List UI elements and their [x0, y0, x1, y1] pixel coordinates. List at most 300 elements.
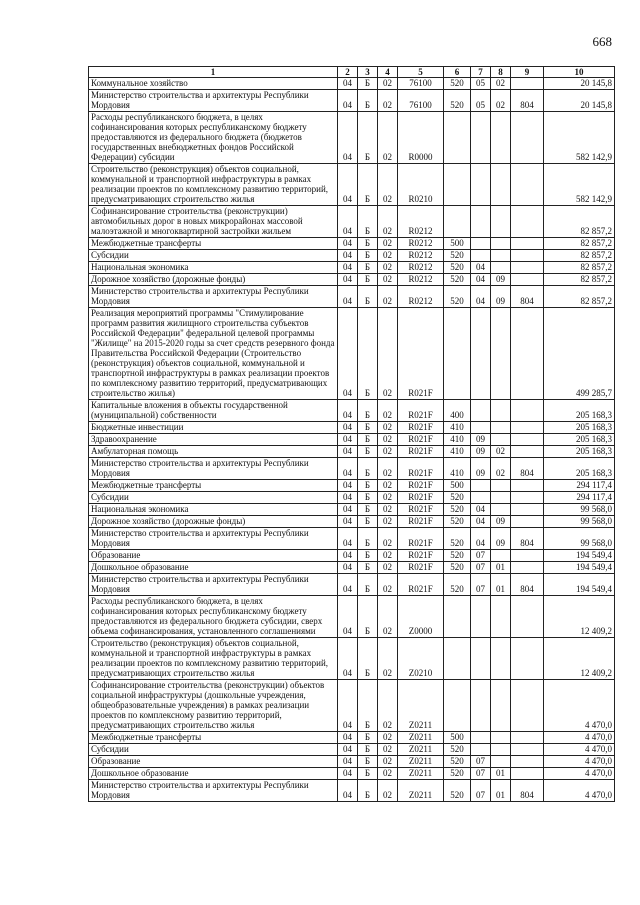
cell-code-4: 02 — [378, 262, 398, 274]
cell-expense-type: 410 — [444, 458, 471, 480]
cell-ministry-code: 804 — [511, 780, 544, 802]
cell-section: 04 — [471, 274, 491, 286]
cell-item-name: Национальная экономика — [89, 262, 338, 274]
header-col-5: 5 — [398, 67, 444, 78]
cell-code-3: Б — [358, 446, 378, 458]
cell-item-name: Субсидии — [89, 492, 338, 504]
cell-code-2: 04 — [338, 250, 358, 262]
cell-code-3: Б — [358, 262, 378, 274]
cell-code-2: 04 — [338, 274, 358, 286]
cell-amount: 499 285,7 — [544, 308, 615, 400]
cell-amount: 12 409,2 — [544, 596, 615, 638]
cell-code-4: 02 — [378, 638, 398, 680]
cell-item-name: Здравоохранение — [89, 434, 338, 446]
cell-code-2: 04 — [338, 164, 358, 206]
cell-ministry-code — [511, 638, 544, 680]
cell-target-article: 76100 — [398, 90, 444, 112]
cell-subsection: 09 — [491, 274, 511, 286]
cell-item-name: Субсидии — [89, 250, 338, 262]
cell-target-article: R021F — [398, 434, 444, 446]
cell-expense-type: 520 — [444, 528, 471, 550]
cell-section: 04 — [471, 504, 491, 516]
cell-target-article: R0212 — [398, 238, 444, 250]
cell-item-name: Коммунальное хозяйство — [89, 78, 338, 90]
cell-section — [471, 638, 491, 680]
cell-expense-type — [444, 596, 471, 638]
cell-subsection — [491, 480, 511, 492]
cell-amount: 4 470,0 — [544, 732, 615, 744]
cell-code-3: Б — [358, 528, 378, 550]
table-row — [89, 768, 615, 780]
cell-code-4: 02 — [378, 238, 398, 250]
cell-code-3: Б — [358, 434, 378, 446]
cell-expense-type: 520 — [444, 250, 471, 262]
cell-code-3: Б — [358, 638, 378, 680]
cell-ministry-code — [511, 680, 544, 732]
cell-code-2: 04 — [338, 286, 358, 308]
cell-target-article: R021F — [398, 516, 444, 528]
cell-item-name: Реализация мероприятий программы "Стимулирование программ развития жилищного строительства субъектов Российской Федерации" федеральной целевой программы "Жилище" на 2015-2020 годы за счет средств резервного фонда Правительства Российской Федерации (Строительство (реконструкция) объектов социальной, коммунальной и транспортной инфраструктуры в рамках реализации проектов по комплексному развитию территорий, предусматривающих строительство жилья) — [89, 308, 338, 400]
cell-ministry-code — [511, 262, 544, 274]
cell-item-name: Субсидии — [89, 744, 338, 756]
cell-code-3: Б — [358, 480, 378, 492]
cell-item-name: Дошкольное образование — [89, 562, 338, 574]
cell-ministry-code — [511, 446, 544, 458]
cell-code-2: 04 — [338, 492, 358, 504]
cell-subsection — [491, 504, 511, 516]
table-row — [89, 562, 615, 574]
cell-code-4: 02 — [378, 112, 398, 164]
cell-section — [471, 250, 491, 262]
cell-section — [471, 206, 491, 238]
table-row — [89, 262, 615, 274]
cell-section: 04 — [471, 516, 491, 528]
cell-subsection — [491, 680, 511, 732]
cell-amount: 205 168,3 — [544, 422, 615, 434]
cell-code-4: 02 — [378, 400, 398, 422]
table-row — [89, 400, 615, 422]
cell-subsection: 09 — [491, 516, 511, 528]
cell-amount: 4 470,0 — [544, 680, 615, 732]
cell-code-2: 04 — [338, 550, 358, 562]
cell-code-3: Б — [358, 680, 378, 732]
cell-target-article: R021F — [398, 562, 444, 574]
cell-subsection — [491, 756, 511, 768]
cell-section: 04 — [471, 286, 491, 308]
cell-expense-type: 520 — [444, 756, 471, 768]
table-row — [89, 422, 615, 434]
cell-expense-type: 520 — [444, 768, 471, 780]
cell-ministry-code — [511, 164, 544, 206]
cell-code-2: 04 — [338, 528, 358, 550]
table-row — [89, 492, 615, 504]
cell-expense-type: 500 — [444, 238, 471, 250]
cell-expense-type: 520 — [444, 286, 471, 308]
cell-section: 09 — [471, 458, 491, 480]
cell-item-name: Расходы республиканского бюджета, в целях софинансирования которых республиканскому бюджету предоставляются из федерального бюджета субсидии, сверх объема софинансирования, установленного соглашениями — [89, 596, 338, 638]
header-col-1: 1 — [89, 67, 338, 78]
cell-code-2: 04 — [338, 238, 358, 250]
cell-code-3: Б — [358, 164, 378, 206]
cell-item-name: Министерство строительства и архитектуры Республики Мордовия — [89, 528, 338, 550]
header-col-2: 2 — [338, 67, 358, 78]
cell-amount: 99 568,0 — [544, 504, 615, 516]
cell-code-4: 02 — [378, 550, 398, 562]
cell-target-article: R0212 — [398, 250, 444, 262]
cell-code-4: 02 — [378, 528, 398, 550]
cell-ministry-code — [511, 238, 544, 250]
cell-subsection — [491, 250, 511, 262]
cell-code-4: 02 — [378, 458, 398, 480]
table-row — [89, 550, 615, 562]
cell-amount: 294 117,4 — [544, 480, 615, 492]
cell-amount: 82 857,2 — [544, 274, 615, 286]
cell-code-4: 02 — [378, 446, 398, 458]
cell-subsection — [491, 434, 511, 446]
cell-item-name: Межбюджетные трансферты — [89, 238, 338, 250]
cell-amount: 194 549,4 — [544, 562, 615, 574]
cell-code-2: 04 — [338, 112, 358, 164]
cell-ministry-code: 804 — [511, 90, 544, 112]
cell-code-2: 04 — [338, 756, 358, 768]
cell-section: 04 — [471, 528, 491, 550]
cell-section — [471, 422, 491, 434]
cell-code-4: 02 — [378, 756, 398, 768]
cell-target-article: R021F — [398, 480, 444, 492]
cell-amount: 194 549,4 — [544, 550, 615, 562]
cell-item-name: Министерство строительства и архитектуры Республики Мордовия — [89, 286, 338, 308]
cell-code-2: 04 — [338, 562, 358, 574]
cell-subsection — [491, 492, 511, 504]
cell-code-2: 04 — [338, 434, 358, 446]
cell-subsection — [491, 164, 511, 206]
cell-subsection: 01 — [491, 780, 511, 802]
header-col-6: 6 — [444, 67, 471, 78]
cell-code-3: Б — [358, 516, 378, 528]
cell-ministry-code — [511, 756, 544, 768]
table-row — [89, 596, 615, 638]
cell-amount: 99 568,0 — [544, 516, 615, 528]
cell-target-article: R021F — [398, 308, 444, 400]
cell-code-2: 04 — [338, 458, 358, 480]
cell-ministry-code — [511, 78, 544, 90]
cell-section: 07 — [471, 756, 491, 768]
cell-target-article: R021F — [398, 574, 444, 596]
cell-target-article: Z0210 — [398, 638, 444, 680]
cell-code-2: 04 — [338, 744, 358, 756]
cell-ministry-code — [511, 434, 544, 446]
cell-amount: 4 470,0 — [544, 744, 615, 756]
table-row — [89, 756, 615, 768]
cell-code-4: 02 — [378, 562, 398, 574]
cell-item-name: Софинансирование строительства (реконструкции) объектов социальной инфраструктуры (дошкольные учреждения, общеобразовательные учреждения) в рамках реализации проектов по комплексному развитию территорий, предусматривающих строительство жилья — [89, 680, 338, 732]
cell-code-3: Б — [358, 90, 378, 112]
cell-subsection: 01 — [491, 768, 511, 780]
cell-code-3: Б — [358, 274, 378, 286]
cell-subsection — [491, 206, 511, 238]
cell-target-article: R021F — [398, 550, 444, 562]
cell-item-name: Дорожное хозяйство (дорожные фонды) — [89, 274, 338, 286]
cell-item-name: Строительство (реконструкция) объектов социальной, коммунальной и транспортной инфраструктуры в рамках реализации проектов по комплексному развитию территорий, предусматривающих строительство жилья — [89, 164, 338, 206]
header-col-7: 7 — [471, 67, 491, 78]
cell-code-4: 02 — [378, 206, 398, 238]
cell-subsection: 09 — [491, 528, 511, 550]
cell-code-4: 02 — [378, 732, 398, 744]
cell-code-4: 02 — [378, 768, 398, 780]
cell-code-2: 04 — [338, 262, 358, 274]
cell-code-3: Б — [358, 308, 378, 400]
cell-ministry-code: 804 — [511, 574, 544, 596]
cell-code-2: 04 — [338, 504, 358, 516]
cell-code-3: Б — [358, 458, 378, 480]
cell-code-3: Б — [358, 492, 378, 504]
cell-amount: 205 168,3 — [544, 434, 615, 446]
table-row — [89, 528, 615, 550]
header-col-9: 9 — [511, 67, 544, 78]
cell-expense-type: 520 — [444, 744, 471, 756]
cell-expense-type — [444, 680, 471, 732]
cell-subsection — [491, 422, 511, 434]
cell-ministry-code — [511, 250, 544, 262]
cell-ministry-code — [511, 516, 544, 528]
cell-target-article: Z0211 — [398, 744, 444, 756]
cell-code-4: 02 — [378, 780, 398, 802]
cell-subsection: 02 — [491, 446, 511, 458]
cell-target-article: R0000 — [398, 112, 444, 164]
cell-item-name: Межбюджетные трансферты — [89, 480, 338, 492]
cell-expense-type: 400 — [444, 400, 471, 422]
cell-target-article: R021F — [398, 422, 444, 434]
cell-code-2: 04 — [338, 780, 358, 802]
cell-item-name: Министерство строительства и архитектуры Республики Мордовия — [89, 90, 338, 112]
table-row — [89, 638, 615, 680]
cell-amount: 20 145,8 — [544, 78, 615, 90]
cell-ministry-code — [511, 550, 544, 562]
cell-section: 09 — [471, 434, 491, 446]
cell-code-2: 04 — [338, 78, 358, 90]
cell-ministry-code — [511, 732, 544, 744]
table-row — [89, 516, 615, 528]
cell-section: 07 — [471, 562, 491, 574]
header-col-8: 8 — [491, 67, 511, 78]
cell-expense-type: 520 — [444, 504, 471, 516]
cell-section — [471, 480, 491, 492]
cell-expense-type — [444, 638, 471, 680]
table-row — [89, 206, 615, 238]
table-row — [89, 250, 615, 262]
cell-expense-type: 520 — [444, 78, 471, 90]
cell-code-4: 02 — [378, 680, 398, 732]
cell-code-4: 02 — [378, 480, 398, 492]
cell-expense-type: 520 — [444, 274, 471, 286]
cell-code-3: Б — [358, 112, 378, 164]
cell-subsection: 02 — [491, 90, 511, 112]
table-row — [89, 744, 615, 756]
cell-code-4: 02 — [378, 516, 398, 528]
cell-code-4: 02 — [378, 434, 398, 446]
cell-ministry-code — [511, 562, 544, 574]
cell-code-3: Б — [358, 768, 378, 780]
cell-expense-type: 500 — [444, 732, 471, 744]
table-row — [89, 504, 615, 516]
cell-code-4: 02 — [378, 422, 398, 434]
cell-code-2: 04 — [338, 680, 358, 732]
cell-target-article: R021F — [398, 504, 444, 516]
cell-expense-type: 520 — [444, 262, 471, 274]
cell-subsection — [491, 308, 511, 400]
page-number: 668 — [592, 34, 612, 49]
cell-subsection — [491, 400, 511, 422]
cell-section: 07 — [471, 550, 491, 562]
cell-item-name: Бюджетные инвестиции — [89, 422, 338, 434]
cell-expense-type: 410 — [444, 446, 471, 458]
cell-code-3: Б — [358, 574, 378, 596]
cell-code-2: 04 — [338, 596, 358, 638]
cell-amount: 82 857,2 — [544, 238, 615, 250]
cell-expense-type: 410 — [444, 422, 471, 434]
cell-ministry-code — [511, 206, 544, 238]
cell-target-article: R021F — [398, 446, 444, 458]
table-row — [89, 112, 615, 164]
cell-section — [471, 308, 491, 400]
cell-code-2: 04 — [338, 732, 358, 744]
cell-amount: 582 142,9 — [544, 112, 615, 164]
cell-code-4: 02 — [378, 90, 398, 112]
cell-ministry-code — [511, 744, 544, 756]
cell-amount: 82 857,2 — [544, 286, 615, 308]
table-row — [89, 286, 615, 308]
cell-ministry-code — [511, 112, 544, 164]
cell-target-article: R021F — [398, 492, 444, 504]
cell-target-article: Z0211 — [398, 680, 444, 732]
cell-section: 07 — [471, 780, 491, 802]
cell-target-article: R021F — [398, 400, 444, 422]
cell-section — [471, 238, 491, 250]
cell-target-article: Z0211 — [398, 768, 444, 780]
cell-code-3: Б — [358, 732, 378, 744]
cell-code-4: 02 — [378, 504, 398, 516]
cell-code-2: 04 — [338, 446, 358, 458]
cell-code-3: Б — [358, 780, 378, 802]
cell-code-2: 04 — [338, 90, 358, 112]
cell-code-4: 02 — [378, 492, 398, 504]
cell-item-name: Межбюджетные трансферты — [89, 732, 338, 744]
cell-code-3: Б — [358, 400, 378, 422]
header-col-4: 4 — [378, 67, 398, 78]
cell-subsection — [491, 112, 511, 164]
cell-code-2: 04 — [338, 206, 358, 238]
cell-target-article: R0212 — [398, 262, 444, 274]
cell-expense-type: 520 — [444, 90, 471, 112]
cell-subsection — [491, 596, 511, 638]
cell-subsection — [491, 638, 511, 680]
cell-code-4: 02 — [378, 744, 398, 756]
cell-item-name: Дошкольное образование — [89, 768, 338, 780]
cell-section: 05 — [471, 90, 491, 112]
table-row — [89, 164, 615, 206]
cell-target-article: R0212 — [398, 286, 444, 308]
header-col-3: 3 — [358, 67, 378, 78]
cell-target-article: 76100 — [398, 78, 444, 90]
cell-section: 07 — [471, 768, 491, 780]
table-body — [89, 78, 615, 802]
cell-amount: 99 568,0 — [544, 528, 615, 550]
cell-amount: 294 117,4 — [544, 492, 615, 504]
cell-subsection — [491, 744, 511, 756]
cell-expense-type: 520 — [444, 780, 471, 802]
cell-ministry-code — [511, 768, 544, 780]
cell-code-3: Б — [358, 422, 378, 434]
cell-subsection — [491, 238, 511, 250]
cell-ministry-code: 804 — [511, 286, 544, 308]
cell-section — [471, 596, 491, 638]
cell-code-3: Б — [358, 744, 378, 756]
cell-ministry-code — [511, 422, 544, 434]
cell-amount: 4 470,0 — [544, 756, 615, 768]
cell-code-4: 02 — [378, 596, 398, 638]
cell-target-article: Z0000 — [398, 596, 444, 638]
cell-code-4: 02 — [378, 574, 398, 596]
cell-code-4: 02 — [378, 286, 398, 308]
cell-target-article: R0210 — [398, 164, 444, 206]
table-row — [89, 308, 615, 400]
cell-code-2: 04 — [338, 516, 358, 528]
cell-subsection — [491, 732, 511, 744]
table-row — [89, 274, 615, 286]
header-row — [89, 67, 615, 78]
cell-amount: 4 470,0 — [544, 780, 615, 802]
cell-item-name: Софинансирование строительства (реконструкции) автомобильных дорог в новых микрорайонах массовой малоэтажной и многоквартирной застройки жильем — [89, 206, 338, 238]
cell-code-2: 04 — [338, 574, 358, 596]
cell-code-3: Б — [358, 596, 378, 638]
table-row — [89, 458, 615, 480]
cell-expense-type: 520 — [444, 492, 471, 504]
cell-ministry-code — [511, 492, 544, 504]
cell-expense-type — [444, 164, 471, 206]
cell-section: 09 — [471, 446, 491, 458]
cell-code-2: 04 — [338, 308, 358, 400]
table-row — [89, 480, 615, 492]
cell-code-3: Б — [358, 206, 378, 238]
cell-target-article: R021F — [398, 458, 444, 480]
cell-amount: 82 857,2 — [544, 250, 615, 262]
header-col-10: 10 — [544, 67, 615, 78]
cell-item-name: Расходы республиканского бюджета, в целях софинансирования которых республиканскому бюджету предоставляются из федерального бюджета (бюджетов государственных внебюджетных фондов Российской Федерации) субсидии — [89, 112, 338, 164]
cell-code-4: 02 — [378, 308, 398, 400]
cell-subsection: 02 — [491, 78, 511, 90]
cell-target-article: R0212 — [398, 206, 444, 238]
cell-section — [471, 732, 491, 744]
cell-code-2: 04 — [338, 480, 358, 492]
cell-amount: 205 168,3 — [544, 446, 615, 458]
cell-item-name: Образование — [89, 756, 338, 768]
cell-code-2: 04 — [338, 422, 358, 434]
cell-target-article: R021F — [398, 528, 444, 550]
cell-item-name: Капитальные вложения в объекты государственной (муниципальной) собственности — [89, 400, 338, 422]
cell-item-name: Министерство строительства и архитектуры Республики Мордовия — [89, 780, 338, 802]
cell-amount: 20 145,8 — [544, 90, 615, 112]
cell-section: 05 — [471, 78, 491, 90]
table-row — [89, 434, 615, 446]
cell-code-3: Б — [358, 562, 378, 574]
table-row — [89, 446, 615, 458]
table-row — [89, 574, 615, 596]
cell-target-article: R0212 — [398, 274, 444, 286]
cell-subsection: 01 — [491, 562, 511, 574]
cell-item-name: Амбулаторная помощь — [89, 446, 338, 458]
cell-section — [471, 492, 491, 504]
table-row — [89, 732, 615, 744]
